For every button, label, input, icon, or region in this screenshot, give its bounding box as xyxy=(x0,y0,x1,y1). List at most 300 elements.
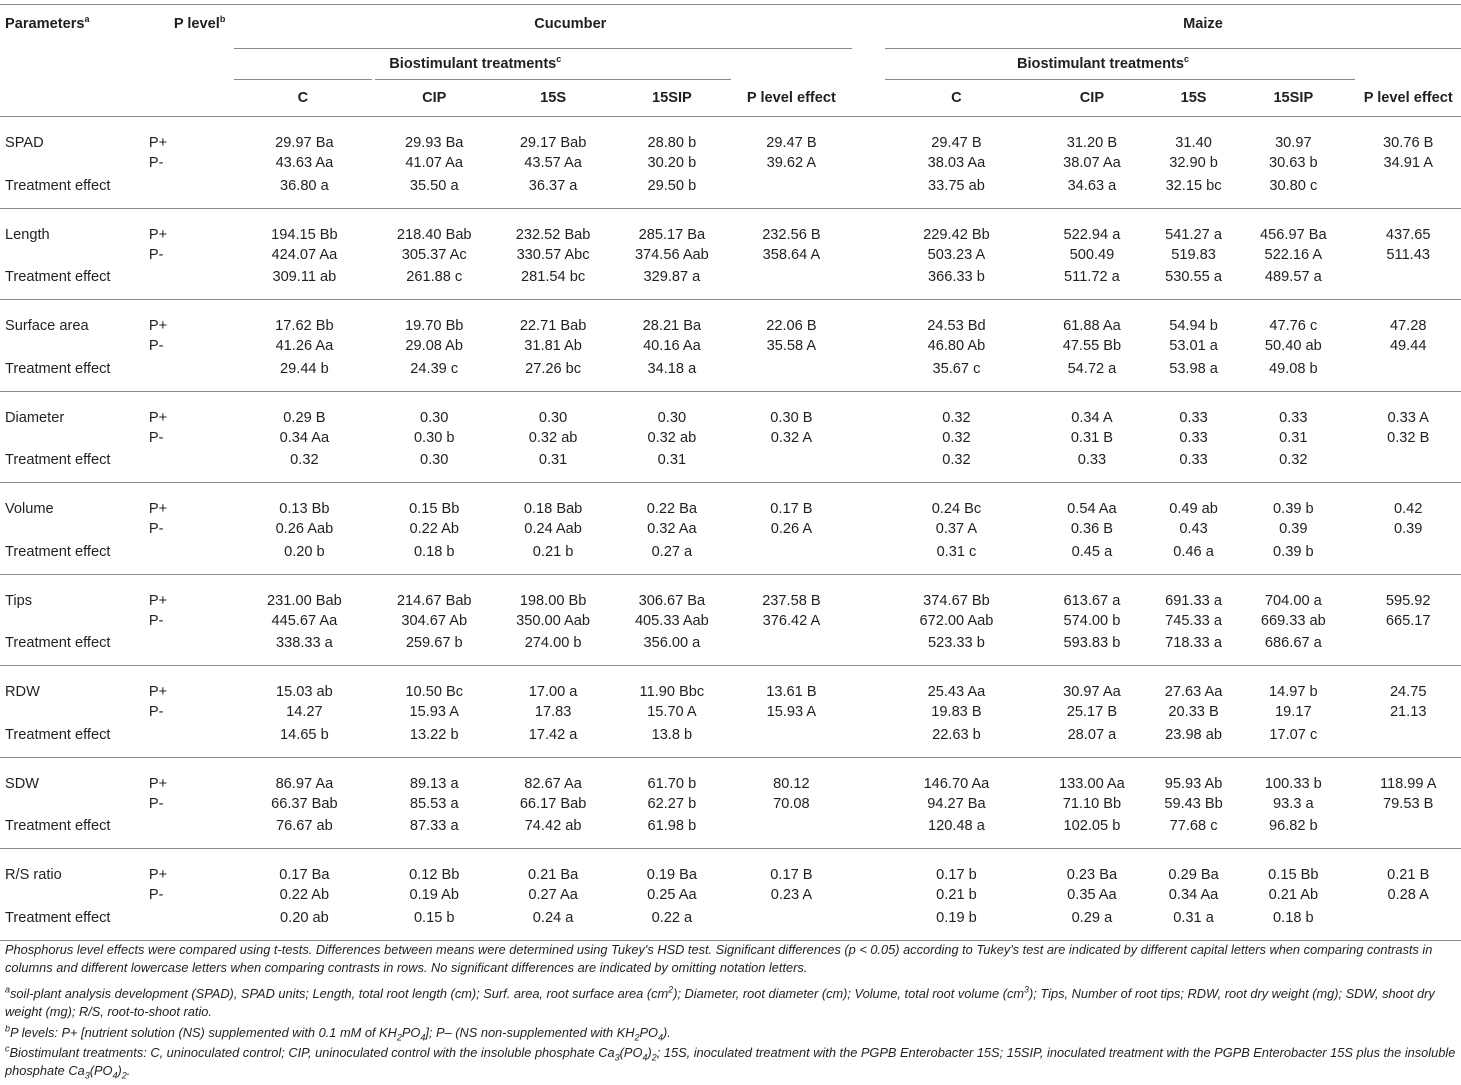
rdw-minus-cell: 19.83 B xyxy=(931,704,982,721)
spad-treat-cell: 29.50 b xyxy=(613,176,731,209)
r-s-ratio-treat-cell: 0.20 ab xyxy=(234,908,376,941)
rdw-treat-cell: 22.63 b xyxy=(885,725,1028,758)
treatment-effect-label: Treatment effect xyxy=(0,633,234,666)
table-row xyxy=(0,391,1461,426)
rdw-treat-cell: 28.07 a xyxy=(1028,725,1156,758)
length-treat-cell: 366.33 b xyxy=(885,267,1028,300)
rdw-treat-cell: 17.42 a xyxy=(493,725,613,758)
surface-area-plus-cell: 61.88 Aa xyxy=(1063,318,1121,334)
spad-treat-cell: 33.75 ab xyxy=(885,176,1028,209)
length-plus-cell: 218.40 Bab xyxy=(396,226,472,243)
tips-treat-cell: 356.00 a xyxy=(613,633,731,666)
p-level-label: P+ xyxy=(148,226,168,243)
row-label xyxy=(0,883,134,908)
sdw-minus-cell: 66.17 Bab xyxy=(519,795,587,812)
footnote-c: $^c$Biostimulant treatments: C, uninoculated control; CIP, uninoculated control with the insoluble phosphate $Ca_3(PO_4)_2$; 15S, inoculated treatment with the PGPB Enterobacter 15S; 15SIP, inoculated treatment with the PGPB Enterobacter 15S plus the insoluble phosphate $Ca_3(PO_4)_2$. xyxy=(5,1043,1456,1081)
surface-area-treat-cell xyxy=(731,359,852,392)
tips-treat-cell xyxy=(731,633,852,666)
diameter-treat-cell: 0.31 xyxy=(493,450,613,483)
volume-plus-cell: 0.39 b xyxy=(1273,501,1314,517)
r-s-ratio-plus-cell: 0.19 Ba xyxy=(646,867,698,883)
header-plevel: P level$^b$ xyxy=(134,5,234,44)
r-s-ratio-minus-cell: 0.34 Aa xyxy=(1168,887,1219,904)
diameter-treat-cell: 0.32 xyxy=(1231,450,1355,483)
sdw-minus-cell: 62.27 b xyxy=(647,795,697,812)
table-row xyxy=(0,725,1461,758)
surface-area-minus-cell: 41.26 Aa xyxy=(275,338,334,355)
length-treat-cell: 281.54 bc xyxy=(493,267,613,300)
rdw-treat-cell: 13.22 b xyxy=(375,725,493,758)
sdw-minus-cell: 94.27 Ba xyxy=(927,795,986,812)
surface-area-plus-cell: 47.76 c xyxy=(1269,318,1318,334)
diameter-plus-cell: 0.33 A xyxy=(1387,409,1429,426)
r-s-ratio-treat-cell: 0.29 a xyxy=(1028,908,1156,941)
row-label xyxy=(0,517,134,542)
volume-plus-cell: 0.15 Bb xyxy=(409,501,460,517)
diameter-minus-cell: 0.32 ab xyxy=(528,429,578,446)
table-row xyxy=(0,908,1461,941)
spad-plus-cell: 29.93 Ba xyxy=(405,135,464,151)
table-row xyxy=(0,757,1461,792)
sdw-minus-cell: 79.53 B xyxy=(1383,795,1434,812)
parameter-label: Tips xyxy=(5,592,33,609)
parameter-label: RDW xyxy=(5,684,40,700)
diameter-treat-cell xyxy=(731,450,852,483)
length-plus-cell: 229.42 Bb xyxy=(923,226,990,243)
p-level-label: P+ xyxy=(148,318,168,334)
tips-minus-cell: 304.67 Ab xyxy=(401,612,468,629)
r-s-ratio-treat-cell: 0.31 a xyxy=(1156,908,1231,941)
diameter-minus-cell: 0.32 A xyxy=(770,429,813,446)
tips-minus-cell: 574.00 b xyxy=(1063,612,1121,629)
volume-minus-cell: 0.26 Aab xyxy=(275,521,334,538)
volume-treat-cell: 0.46 a xyxy=(1156,542,1231,575)
rdw-plus-cell: 10.50 Bc xyxy=(405,684,464,700)
surface-area-plus-cell: 47.28 xyxy=(1389,318,1427,334)
sdw-minus-cell: 59.43 Bb xyxy=(1164,795,1223,812)
tips-minus-cell: 672.00 Aab xyxy=(919,612,994,629)
tips-treat-cell xyxy=(1355,633,1461,666)
p-level-label: P+ xyxy=(148,867,168,883)
length-minus-cell: 511.43 xyxy=(1386,246,1430,263)
r-s-ratio-plus-cell: 0.21 Ba xyxy=(527,867,579,883)
col-15s-maize: 15S xyxy=(1156,76,1231,117)
sdw-treat-cell: 102.05 b xyxy=(1028,816,1156,849)
sdw-plus-cell: 82.67 Aa xyxy=(524,775,582,792)
volume-plus-cell: 0.22 Ba xyxy=(646,501,698,517)
spad-minus-cell: 30.20 b xyxy=(647,155,697,172)
volume-minus-cell: 0.39 xyxy=(1279,521,1308,538)
col-15sip-cucumber: 15SIP xyxy=(613,76,731,117)
diameter-treat-cell: 0.30 xyxy=(375,450,493,483)
spad-treat-cell xyxy=(1355,176,1461,209)
header-biostim-cucumber: Biostimulant treatments$^c$ xyxy=(234,43,852,76)
sdw-minus-cell: 66.37 Bab xyxy=(271,795,338,812)
table-row xyxy=(0,359,1461,392)
table-row xyxy=(0,792,1461,817)
table-row xyxy=(0,666,1461,701)
diameter-minus-cell: 0.32 xyxy=(942,429,971,446)
length-plus-cell: 522.94 a xyxy=(1063,226,1121,243)
volume-minus-cell: 0.43 xyxy=(1179,521,1208,538)
row-label xyxy=(0,334,134,359)
table-row xyxy=(0,267,1461,300)
sdw-plus-cell: 146.70 Aa xyxy=(923,775,990,792)
r-s-ratio-plus-cell: 0.17 b xyxy=(936,867,977,883)
length-plus-cell: 232.52 Bab xyxy=(515,226,591,243)
length-treat-cell: 261.88 c xyxy=(375,267,493,300)
tips-plus-cell: 231.00 Bab xyxy=(267,592,342,609)
sdw-treat-cell: 87.33 a xyxy=(375,816,493,849)
volume-treat-cell: 0.18 b xyxy=(375,542,493,575)
table-row xyxy=(0,574,1461,609)
tips-treat-cell: 593.83 b xyxy=(1028,633,1156,666)
row-label xyxy=(0,426,134,451)
row-label xyxy=(0,243,134,268)
table-row xyxy=(0,633,1461,666)
tips-minus-cell: 350.00 Aab xyxy=(516,612,591,629)
row-label xyxy=(0,151,134,176)
table-row xyxy=(0,816,1461,849)
tips-minus-cell: 445.67 Aa xyxy=(271,612,338,629)
length-minus-cell: 330.57 Abc xyxy=(516,246,590,263)
length-plus-cell: 285.17 Ba xyxy=(638,226,706,243)
volume-plus-cell: 0.49 ab xyxy=(1169,501,1218,517)
volume-treat-cell xyxy=(731,542,852,575)
sdw-minus-cell: 85.53 a xyxy=(409,795,459,812)
rdw-minus-cell: 21.13 xyxy=(1389,704,1427,721)
table-row xyxy=(0,517,1461,542)
sdw-treat-cell: 76.67 ab xyxy=(234,816,376,849)
rdw-treat-cell: 23.98 ab xyxy=(1156,725,1231,758)
rdw-plus-cell: 11.90 Bbc xyxy=(639,684,705,700)
r-s-ratio-plus-cell: 0.21 B xyxy=(1387,867,1430,883)
tips-treat-cell: 338.33 a xyxy=(234,633,376,666)
tips-minus-cell: 405.33 Aab xyxy=(634,612,709,629)
tips-treat-cell: 274.00 b xyxy=(493,633,613,666)
tips-plus-cell: 374.67 Bb xyxy=(923,592,990,609)
table-row xyxy=(0,151,1461,176)
length-minus-cell: 503.23 A xyxy=(927,246,986,263)
col-c-cucumber: C xyxy=(234,76,376,117)
treatment-effect-label: Treatment effect xyxy=(0,542,234,575)
tips-plus-cell: 198.00 Bb xyxy=(519,592,587,609)
sdw-plus-cell: 100.33 b xyxy=(1264,775,1322,792)
sdw-treat-cell: 96.82 b xyxy=(1231,816,1355,849)
diameter-minus-cell: 0.34 Aa xyxy=(279,429,330,446)
header-cucumber: Cucumber xyxy=(234,5,852,44)
tips-plus-cell: 306.67 Ba xyxy=(638,592,706,609)
tips-minus-cell: 665.17 xyxy=(1385,612,1431,629)
surface-area-minus-cell: 49.44 xyxy=(1389,338,1427,355)
diameter-treat-cell: 0.33 xyxy=(1028,450,1156,483)
tips-minus-cell: 669.33 ab xyxy=(1260,612,1326,629)
tips-treat-cell: 523.33 b xyxy=(885,633,1028,666)
sdw-minus-cell: 71.10 Bb xyxy=(1062,795,1122,812)
spad-plus-cell: 31.20 B xyxy=(1066,135,1118,151)
footnote-a: $^a$soil-plant analysis development (SPAD), SPAD units; Length, total root length (cm); Surf. area, root surface area $(cm^2)$; Diameter, root diameter (cm); Volume, total root volume $(cm^3)$; Tips, Number of root tips; RDW, root dry weight (mg); SDW, shoot dry weight (mg); R/S, root-to-shoot ratio. xyxy=(5,984,1435,1020)
row-label xyxy=(0,792,134,817)
volume-treat-cell: 0.45 a xyxy=(1028,542,1156,575)
volume-minus-cell: 0.32 Aa xyxy=(647,521,697,538)
table-row xyxy=(0,609,1461,634)
treatment-effect-label: Treatment effect xyxy=(0,725,234,758)
r-s-ratio-treat-cell xyxy=(731,908,852,941)
length-plus-cell: 232.56 B xyxy=(762,226,821,243)
spad-plus-cell: 30.76 B xyxy=(1383,135,1434,151)
parameter-label: SPAD xyxy=(5,135,44,151)
r-s-ratio-plus-cell: 0.15 Bb xyxy=(1268,867,1319,883)
surface-area-treat-cell: 54.72 a xyxy=(1028,359,1156,392)
row-label xyxy=(0,609,134,634)
rdw-plus-cell: 17.00 a xyxy=(528,684,578,700)
r-s-ratio-treat-cell: 0.15 b xyxy=(375,908,493,941)
treatment-effect-label: Treatment effect xyxy=(0,176,234,209)
p-level-label: P- xyxy=(148,246,164,263)
length-treat-cell: 530.55 a xyxy=(1156,267,1231,300)
spad-plus-cell: 29.97 Ba xyxy=(275,135,334,151)
sdw-treat-cell xyxy=(1355,816,1461,849)
surface-area-minus-cell: 53.01 a xyxy=(1169,338,1218,355)
treatment-effect-label: Treatment effect xyxy=(0,450,234,483)
volume-plus-cell: 0.54 Aa xyxy=(1067,501,1117,517)
diameter-plus-cell: 0.33 xyxy=(1279,409,1308,426)
r-s-ratio-minus-cell: 0.21 Ab xyxy=(1268,887,1319,904)
table-row xyxy=(0,450,1461,483)
sdw-plus-cell: 95.93 Ab xyxy=(1164,775,1223,792)
rdw-plus-cell: 25.43 Aa xyxy=(927,684,986,700)
spad-minus-cell: 43.57 Aa xyxy=(524,155,582,172)
table-row xyxy=(0,849,1461,884)
table-row xyxy=(0,334,1461,359)
surface-area-minus-cell: 46.80 Ab xyxy=(927,338,986,355)
volume-plus-cell: 0.17 B xyxy=(770,501,813,517)
diameter-plus-cell: 0.30 xyxy=(538,409,568,426)
surface-area-plus-cell: 28.21 Ba xyxy=(642,318,702,334)
table-row xyxy=(0,483,1461,518)
length-minus-cell: 522.16 A xyxy=(1264,246,1323,263)
spad-minus-cell: 32.90 b xyxy=(1169,155,1218,172)
p-level-label: P+ xyxy=(148,775,168,792)
r-s-ratio-minus-cell: 0.28 A xyxy=(1387,887,1429,904)
tips-plus-cell: 613.67 a xyxy=(1063,592,1121,609)
col-plevel-maize: P level effect xyxy=(1355,76,1461,117)
surface-area-minus-cell: 31.81 Ab xyxy=(524,338,582,355)
diameter-plus-cell: 0.32 xyxy=(942,409,971,426)
col-15s-cucumber: 15S xyxy=(493,76,613,117)
length-minus-cell: 305.37 Ac xyxy=(401,246,467,263)
spad-minus-cell: 38.07 Aa xyxy=(1063,155,1121,172)
table-row xyxy=(0,300,1461,335)
diameter-plus-cell: 0.30 B xyxy=(770,409,813,426)
r-s-ratio-minus-cell: 0.21 b xyxy=(936,887,977,904)
r-s-ratio-minus-cell: 0.27 Aa xyxy=(528,887,578,904)
col-cip-maize: CIP xyxy=(1028,76,1156,117)
r-s-ratio-minus-cell: 0.19 Ab xyxy=(409,887,459,904)
header-maize: Maize xyxy=(885,5,1461,44)
parameter-label: SDW xyxy=(5,775,40,792)
sdw-plus-cell: 118.99 A xyxy=(1379,775,1437,792)
surface-area-minus-cell: 29.08 Ab xyxy=(405,338,464,355)
spad-minus-cell: 30.63 b xyxy=(1268,155,1318,172)
spad-plus-cell: 29.47 B xyxy=(931,135,982,151)
surface-area-treat-cell: 24.39 c xyxy=(375,359,493,392)
parameter-label: Length xyxy=(5,226,50,243)
tips-plus-cell: 704.00 a xyxy=(1264,592,1322,609)
sdw-minus-cell: 93.3 a xyxy=(1273,795,1314,812)
spad-minus-cell: 39.62 A xyxy=(766,155,817,172)
rdw-plus-cell: 14.97 b xyxy=(1268,684,1318,700)
surface-area-treat-cell: 35.67 c xyxy=(885,359,1028,392)
length-treat-cell xyxy=(731,267,852,300)
diameter-treat-cell: 0.33 xyxy=(1156,450,1231,483)
footnote-b: $^b$P levels: P+ [nutrient solution (NS) supplemented with 0.1 mM of $KH_2PO_4$]; P– (NS non-supplemented with $KH_2PO_4$). xyxy=(5,1023,671,1043)
tips-treat-cell: 718.33 a xyxy=(1156,633,1231,666)
rdw-plus-cell: 15.03 ab xyxy=(275,684,333,700)
r-s-ratio-treat-cell: 0.22 a xyxy=(613,908,731,941)
sdw-treat-cell xyxy=(731,816,852,849)
diameter-plus-cell: 0.30 xyxy=(420,409,449,426)
sdw-plus-cell: 61.70 b xyxy=(647,775,697,792)
rdw-minus-cell: 14.27 xyxy=(286,704,323,721)
p-level-label: P- xyxy=(148,338,164,355)
p-level-label: P- xyxy=(148,521,164,538)
volume-treat-cell: 0.27 a xyxy=(613,542,731,575)
p-level-label: P- xyxy=(148,887,164,904)
rdw-minus-cell: 15.93 A xyxy=(409,704,459,721)
table-row xyxy=(0,883,1461,908)
col-plevel-cucumber: P level effect xyxy=(731,76,852,117)
sdw-treat-cell: 74.42 ab xyxy=(493,816,613,849)
r-s-ratio-plus-cell: 0.12 Bb xyxy=(409,867,460,883)
p-level-label: P- xyxy=(148,429,164,446)
rdw-treat-cell xyxy=(1355,725,1461,758)
treatment-effect-label: Treatment effect xyxy=(0,359,234,392)
rdw-minus-cell: 17.83 xyxy=(534,704,572,721)
treatment-effect-label: Treatment effect xyxy=(0,816,234,849)
sdw-plus-cell: 89.13 a xyxy=(409,775,459,792)
p-level-label: P+ xyxy=(148,501,168,517)
volume-treat-cell xyxy=(1355,542,1461,575)
parameter-label: R/S ratio xyxy=(5,867,62,883)
spad-treat-cell: 34.63 a xyxy=(1028,176,1156,209)
rdw-treat-cell xyxy=(731,725,852,758)
treatment-effect-label: Treatment effect xyxy=(0,908,234,941)
table-row xyxy=(0,542,1461,575)
volume-minus-cell: 0.22 Ab xyxy=(409,521,459,538)
table-row xyxy=(0,176,1461,209)
spad-treat-cell: 30.80 c xyxy=(1231,176,1355,209)
diameter-plus-cell: 0.33 xyxy=(1179,409,1208,426)
rdw-plus-cell: 13.61 B xyxy=(766,684,817,700)
diameter-plus-cell: 0.34 A xyxy=(1071,409,1113,426)
length-plus-cell: 437.65 xyxy=(1385,226,1431,243)
r-s-ratio-plus-cell: 0.29 Ba xyxy=(1168,867,1219,883)
length-minus-cell: 500.49 xyxy=(1069,246,1115,263)
diameter-minus-cell: 0.30 b xyxy=(413,429,455,446)
length-minus-cell: 424.07 Aa xyxy=(271,246,338,263)
volume-minus-cell: 0.39 xyxy=(1394,521,1423,538)
surface-area-plus-cell: 54.94 b xyxy=(1169,318,1218,334)
diameter-minus-cell: 0.31 xyxy=(1279,429,1308,446)
volume-minus-cell: 0.37 A xyxy=(935,521,978,538)
r-s-ratio-treat-cell: 0.19 b xyxy=(885,908,1028,941)
length-plus-cell: 541.27 a xyxy=(1165,226,1222,243)
volume-minus-cell: 0.36 B xyxy=(1070,521,1114,538)
tips-plus-cell: 691.33 a xyxy=(1165,592,1222,609)
surface-area-treat-cell: 49.08 b xyxy=(1231,359,1355,392)
spad-plus-cell: 29.17 Bab xyxy=(519,135,587,151)
volume-minus-cell: 0.24 Aab xyxy=(524,521,582,538)
length-minus-cell: 519.83 xyxy=(1171,246,1216,263)
spad-minus-cell: 38.03 Aa xyxy=(927,155,986,172)
length-plus-cell: 456.97 Ba xyxy=(1260,226,1327,243)
surface-area-plus-cell: 17.62 Bb xyxy=(275,318,334,334)
spad-minus-cell: 41.07 Aa xyxy=(405,155,464,172)
sdw-treat-cell: 77.68 c xyxy=(1156,816,1231,849)
diameter-treat-cell: 0.32 xyxy=(234,450,376,483)
r-s-ratio-minus-cell: 0.35 Aa xyxy=(1067,887,1117,904)
header-parameters: Parameters$^a$ xyxy=(0,5,134,44)
tips-plus-cell: 237.58 B xyxy=(762,592,821,609)
p-level-label: P+ xyxy=(148,592,168,609)
length-minus-cell: 374.56 Aab xyxy=(634,246,709,263)
rdw-plus-cell: 24.75 xyxy=(1389,684,1427,700)
table-row xyxy=(0,243,1461,268)
table-row xyxy=(0,700,1461,725)
row-label xyxy=(0,700,134,725)
diameter-treat-cell: 0.31 xyxy=(613,450,731,483)
sdw-plus-cell: 86.97 Aa xyxy=(275,775,334,792)
length-plus-cell: 194.15 Bb xyxy=(271,226,338,243)
sdw-minus-cell: 70.08 xyxy=(773,795,810,812)
tips-minus-cell: 745.33 a xyxy=(1165,612,1222,629)
surface-area-treat-cell xyxy=(1355,359,1461,392)
diameter-minus-cell: 0.33 xyxy=(1179,429,1208,446)
tips-plus-cell: 214.67 Bab xyxy=(396,592,472,609)
r-s-ratio-treat-cell: 0.24 a xyxy=(493,908,613,941)
rdw-treat-cell: 13.8 b xyxy=(613,725,731,758)
length-treat-cell xyxy=(1355,267,1461,300)
diameter-treat-cell xyxy=(1355,450,1461,483)
diameter-minus-cell: 0.32 ab xyxy=(647,429,697,446)
sdw-plus-cell: 133.00 Aa xyxy=(1059,775,1125,792)
spad-minus-cell: 34.91 A xyxy=(1383,155,1433,172)
sdw-treat-cell: 120.48 a xyxy=(885,816,1028,849)
surface-area-treat-cell: 53.98 a xyxy=(1156,359,1231,392)
volume-treat-cell: 0.21 b xyxy=(493,542,613,575)
length-treat-cell: 489.57 a xyxy=(1231,267,1355,300)
parameter-label: Volume xyxy=(5,501,54,517)
tips-plus-cell: 595.92 xyxy=(1385,592,1431,609)
surface-area-minus-cell: 35.58 A xyxy=(766,338,817,355)
r-s-ratio-treat-cell: 0.18 b xyxy=(1231,908,1355,941)
spad-treat-cell: 36.80 a xyxy=(234,176,376,209)
spad-plus-cell: 28.80 b xyxy=(647,135,697,151)
rdw-minus-cell: 15.93 A xyxy=(766,704,817,721)
surface-area-plus-cell: 19.70 Bb xyxy=(405,318,464,334)
tips-treat-cell: 686.67 a xyxy=(1231,633,1355,666)
r-s-ratio-plus-cell: 0.23 Ba xyxy=(1066,867,1118,883)
diameter-minus-cell: 0.31 B xyxy=(1070,429,1114,446)
surface-area-minus-cell: 47.55 Bb xyxy=(1062,338,1122,355)
length-treat-cell: 309.11 ab xyxy=(234,267,376,300)
diameter-plus-cell: 0.30 xyxy=(657,409,687,426)
length-treat-cell: 511.72 a xyxy=(1028,267,1156,300)
sdw-plus-cell: 80.12 xyxy=(773,775,810,792)
rdw-minus-cell: 25.17 B xyxy=(1066,704,1118,721)
sdw-treat-cell: 61.98 b xyxy=(613,816,731,849)
